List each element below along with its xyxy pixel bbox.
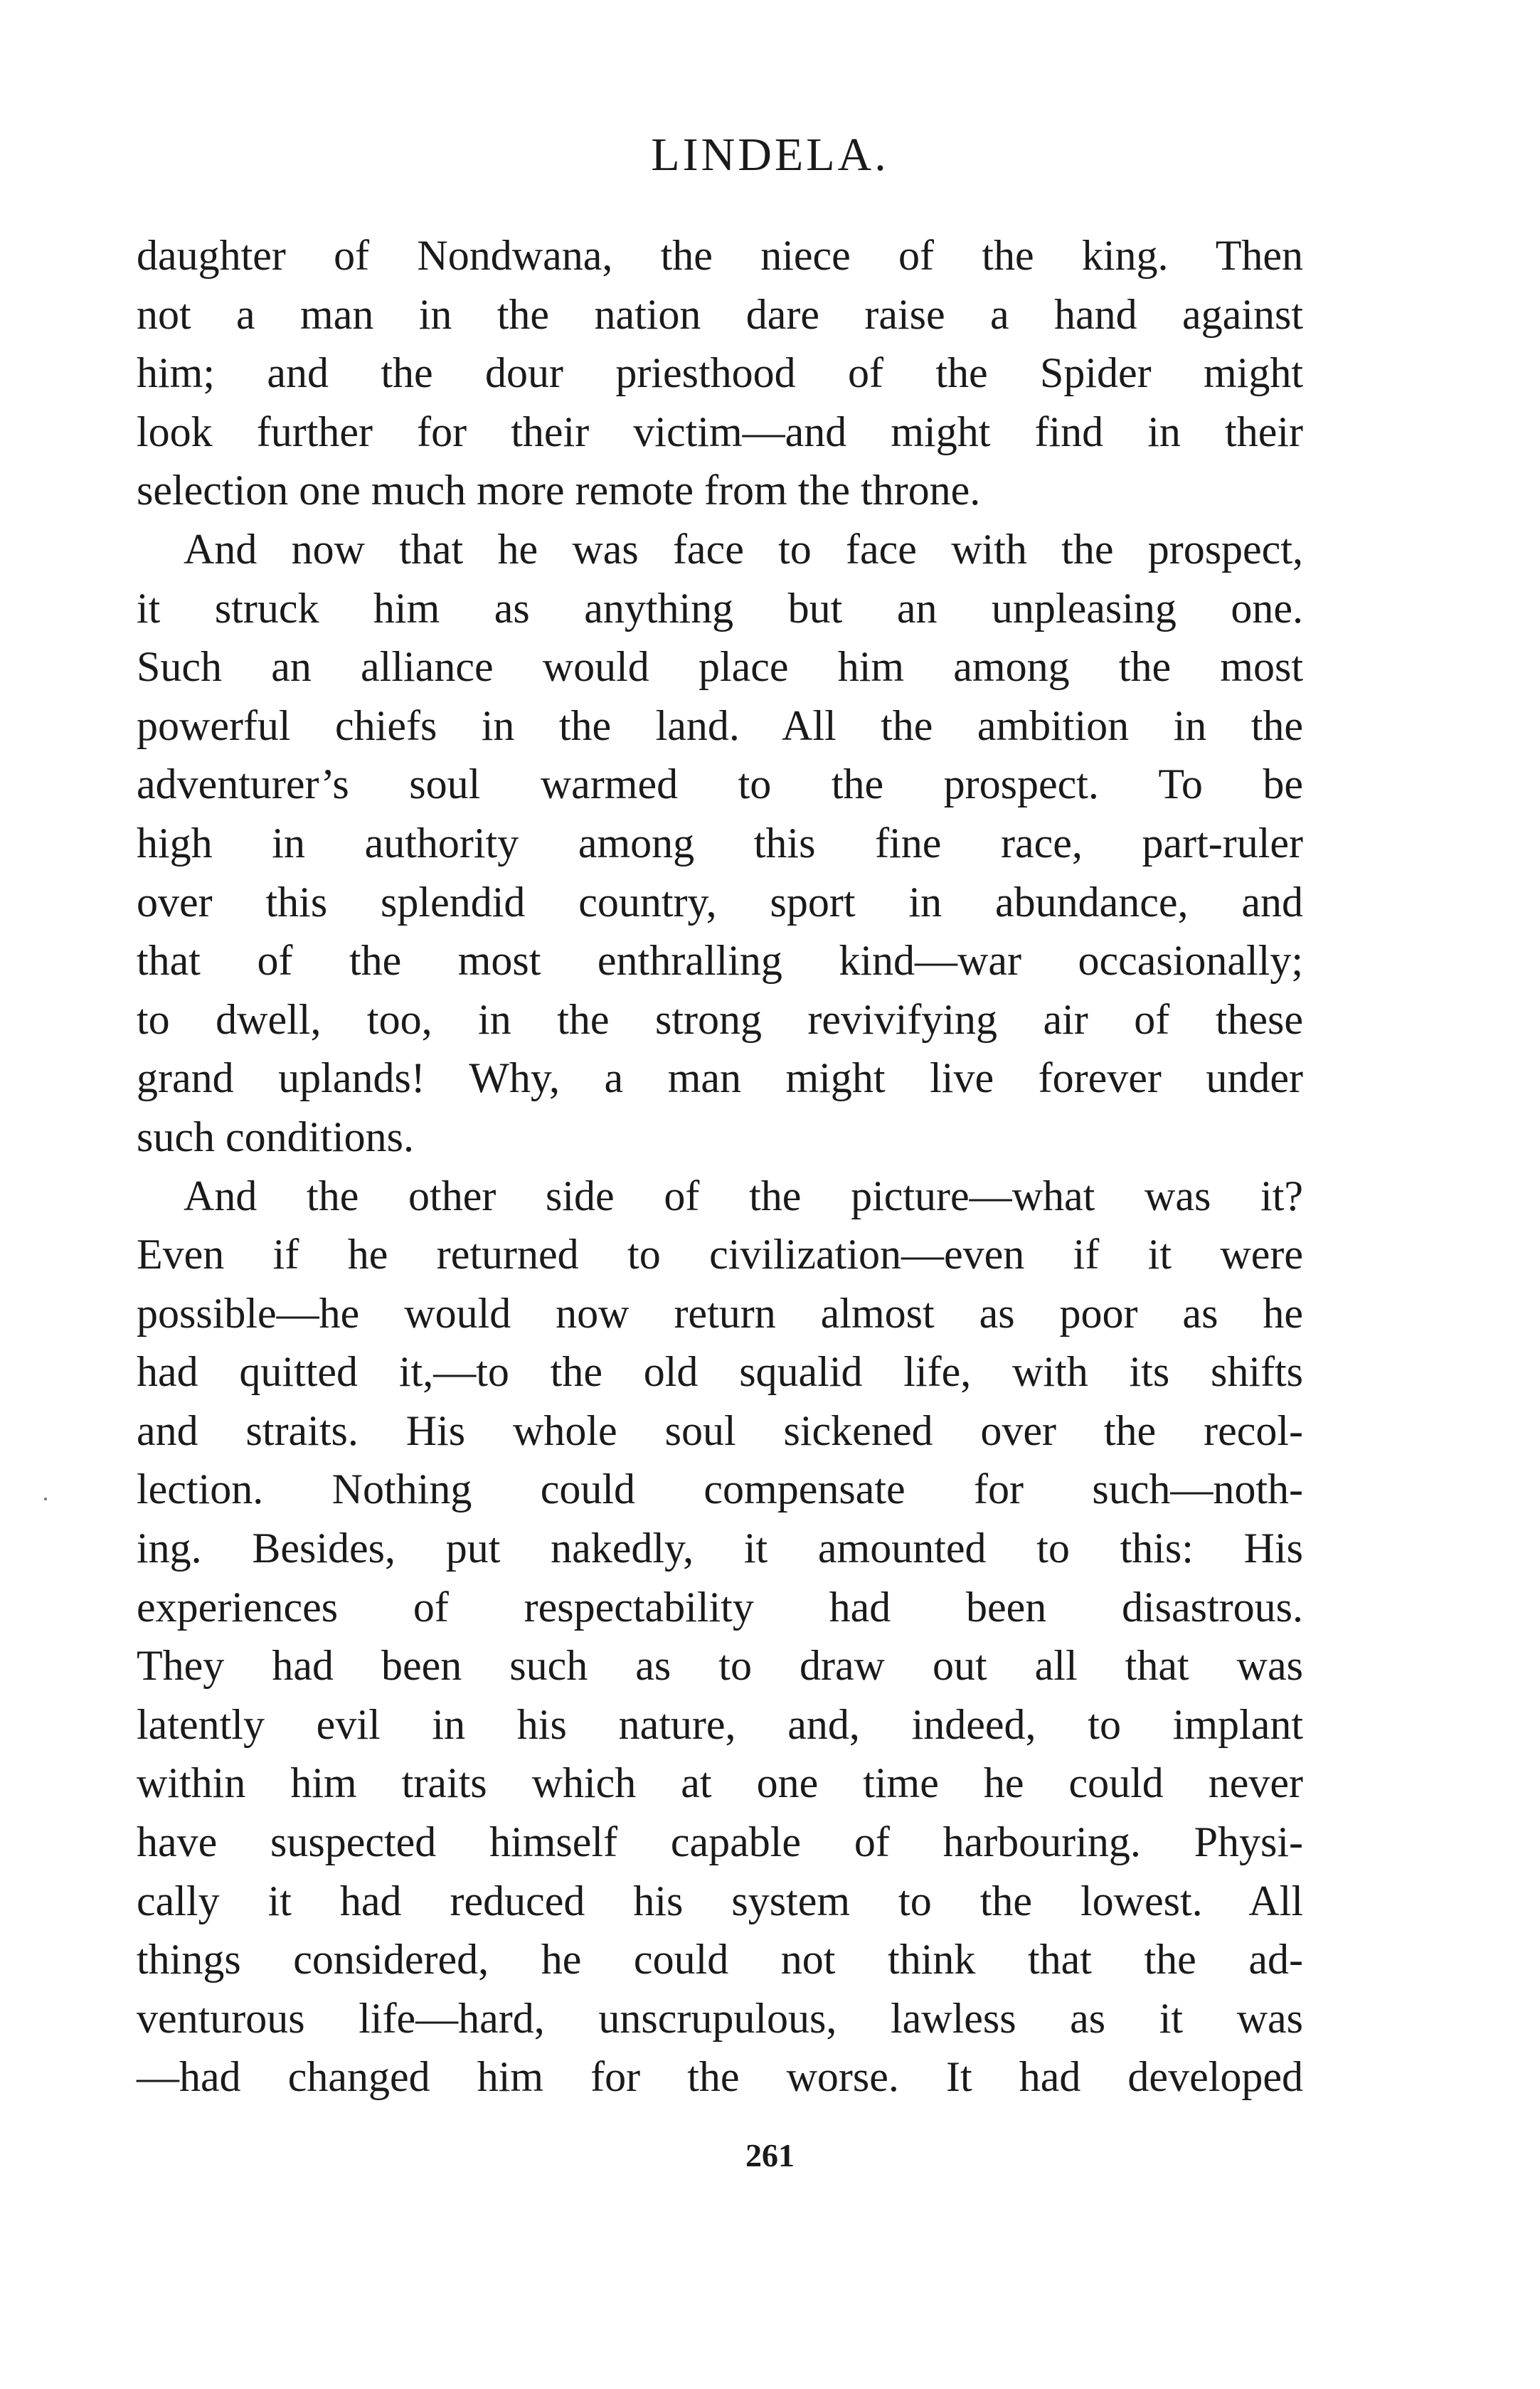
text-line: had quitted it,—to the old squalid life, with its shifts bbox=[137, 1348, 1303, 1396]
text-line: They had been such as to draw out all that was bbox=[137, 1642, 1303, 1690]
text-line: —had changed him for the worse. It had developed bbox=[137, 2053, 1303, 2101]
text-line: cally it had reduced his system to the lowest. All bbox=[137, 1877, 1303, 1924]
paper-speck bbox=[44, 1498, 47, 1500]
text-line: have suspected himself capable of harbouring. Physi- bbox=[137, 1818, 1303, 1866]
text-line: daughter of Nondwana, the niece of the king. Then bbox=[137, 232, 1303, 279]
text-line: experiences of respectability had been disastrous. bbox=[137, 1583, 1303, 1631]
text-line: that of the most enthralling kind—war occasionally; bbox=[137, 937, 1303, 985]
text-line: Even if he returned to civilization—even if it were bbox=[137, 1231, 1303, 1278]
text-line: possible—he would now return almost as poor as he bbox=[137, 1289, 1303, 1337]
text-line: him; and the dour priesthood of the Spider might bbox=[137, 349, 1303, 397]
page-number: 261 bbox=[745, 2137, 795, 2173]
text-line: over this splendid country, sport in abundance, and bbox=[137, 878, 1303, 926]
text-line: not a man in the nation dare raise a hand against bbox=[137, 290, 1303, 338]
text-line: adventurer’s soul warmed to the prospect. To be bbox=[137, 761, 1303, 808]
text-line: high in authority among this fine race, part-ruler bbox=[137, 819, 1303, 867]
text-line: such conditions. bbox=[137, 1113, 414, 1160]
text-line: lection. Nothing could compensate for such—noth- bbox=[137, 1466, 1303, 1513]
text-line: within him traits which at one time he could never bbox=[137, 1759, 1303, 1807]
text-line: And now that he was face to face with the prospect, bbox=[184, 525, 1303, 573]
text-line: venturous life—hard, unscrupulous, lawless as it was bbox=[137, 1994, 1303, 2042]
text-line: things considered, he could not think that the ad- bbox=[137, 1936, 1303, 1983]
text-line: ing. Besides, put nakedly, it amounted to this: His bbox=[137, 1525, 1303, 1572]
text-line: Such an alliance would place him among the most bbox=[137, 643, 1303, 691]
text-line: latently evil in his nature, and, indeed, to implant bbox=[137, 1700, 1303, 1748]
text-line: it struck him as anything but an unpleasing one. bbox=[137, 584, 1303, 632]
text-line: to dwell, too, in the strong revivifying air of these bbox=[137, 995, 1303, 1043]
text-line: selection one much more remote from the throne. bbox=[137, 467, 981, 514]
running-title: LINDELA. bbox=[651, 129, 889, 181]
text-line: and straits. His whole soul sickened over the recol- bbox=[137, 1407, 1303, 1454]
text-line: look further for their victim—and might find in their bbox=[137, 408, 1303, 455]
body-text bbox=[137, 226, 1303, 2107]
text-line: powerful chiefs in the land. All the ambition in the bbox=[137, 701, 1303, 749]
text-line: grand uplands! Why, a man might live forever under bbox=[137, 1054, 1303, 1102]
text-line: And the other side of the picture—what was it? bbox=[184, 1172, 1303, 1219]
